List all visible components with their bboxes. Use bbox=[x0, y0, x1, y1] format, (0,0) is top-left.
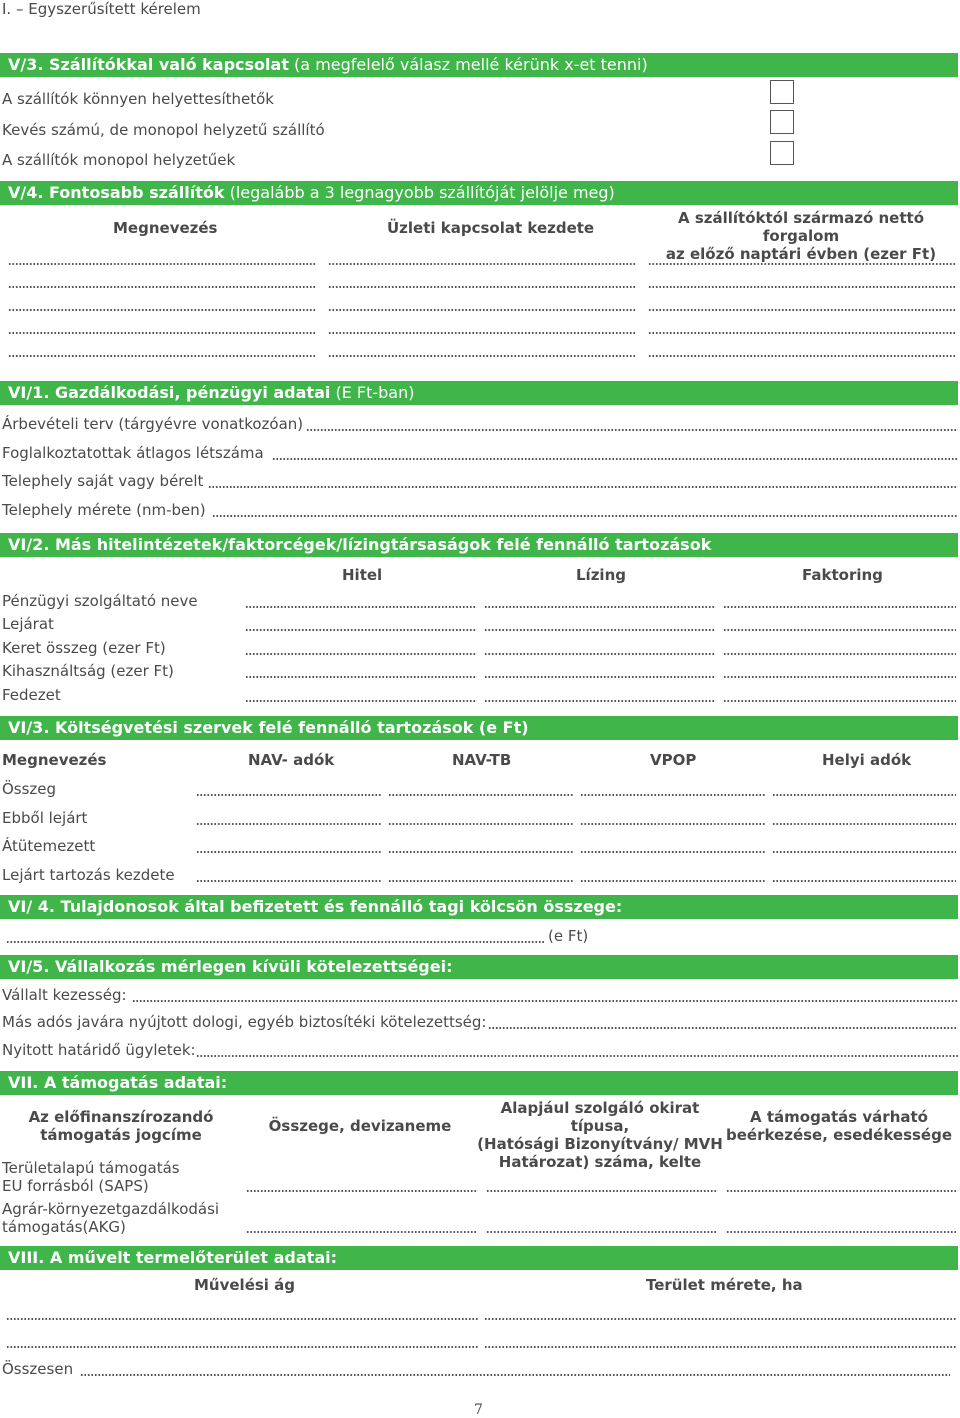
vii-col-document-line2: (Hatósági Bizonyítvány/ MVH bbox=[477, 1135, 723, 1153]
vii-col-expected-line1: A támogatás várható bbox=[750, 1108, 928, 1126]
vi3-row-rescheduled: Átütemezett bbox=[2, 837, 96, 855]
v3-checkbox-2[interactable] bbox=[770, 110, 794, 134]
vi3-col-vpop: VPOP bbox=[650, 751, 697, 769]
section-vi4-title-text: VI/ 4. Tulajdonosok által befizetett és fennálló tagi kölcsön összege: bbox=[8, 897, 623, 916]
v3-checkbox-3[interactable] bbox=[770, 141, 794, 165]
viii-fill-total[interactable] bbox=[80, 1374, 950, 1376]
vi5-row-collateral: Más adós javára nyújtott dologi, egyéb biztosítéki kötelezettség: bbox=[2, 1013, 487, 1031]
vi1-fill-revenue[interactable] bbox=[306, 429, 958, 431]
vi4-fill-amount[interactable] bbox=[6, 941, 544, 943]
vi5-fill-collateral[interactable] bbox=[488, 1027, 958, 1029]
section-viii-title-text: VIII. A művelt termelőterület adatai: bbox=[8, 1248, 337, 1267]
vi3-col-nav-tb: NAV-TB bbox=[452, 751, 512, 769]
section-v3-title-rest: (a megfelelő válasz mellé kérünk x-et tenni) bbox=[288, 55, 648, 74]
vi1-fill-site-own[interactable] bbox=[208, 486, 958, 488]
vi3-row-amount: Összeg bbox=[2, 780, 57, 798]
vi3-row-overdue-start: Lejárt tartozás kezdete bbox=[2, 866, 175, 884]
section-vi5-title-text: VI/5. Vállalkozás mérlegen kívüli kötelezettségei: bbox=[8, 957, 453, 976]
vi3-col-nav-tax: NAV- adók bbox=[248, 751, 335, 769]
vi2-col-leasing: Lízing bbox=[576, 566, 626, 584]
vi1-row-revenue: Árbevételi terv (tárgyévre vonatkozóan) bbox=[2, 415, 304, 433]
section-vi5-title bbox=[0, 955, 958, 979]
vii-col-expected bbox=[724, 1108, 954, 1144]
viii-total-label: Összesen bbox=[2, 1360, 74, 1378]
section-vi3-title bbox=[0, 716, 958, 740]
vi5-fill-guarantee[interactable] bbox=[132, 1000, 958, 1002]
v4-col-turnover-line1: A szállítóktól származó nettó forgalom bbox=[677, 209, 924, 245]
section-vi2-title bbox=[0, 533, 958, 557]
vi1-fill-site-size[interactable] bbox=[212, 515, 958, 517]
vi2-row-usage: Kihasználtság (ezer Ft) bbox=[2, 662, 174, 680]
section-v3-title-bold: V/3. Szállítókkal való kapcsolat bbox=[8, 55, 289, 74]
vi5-fill-forward[interactable] bbox=[196, 1055, 958, 1057]
vii-col-title-line1: Az előfinanszírozandó bbox=[28, 1108, 214, 1126]
vi4-unit: (e Ft) bbox=[548, 927, 589, 945]
vii-col-title-line2: támogatás jogcíme bbox=[40, 1126, 202, 1144]
section-v4-title bbox=[0, 181, 958, 205]
vi3-col-local-tax: Helyi adók bbox=[822, 751, 912, 769]
section-v3-title bbox=[0, 53, 958, 77]
section-vii-title-text: VII. A támogatás adatai: bbox=[8, 1073, 228, 1092]
vii-row-saps-line1: Területalapú támogatás bbox=[2, 1159, 180, 1177]
vi1-row-site-own: Telephely saját vagy bérelt bbox=[2, 472, 204, 490]
section-viii-title bbox=[0, 1246, 958, 1270]
vi2-row-collateral: Fedezet bbox=[2, 686, 61, 704]
vii-col-expected-line2: beérkezése, esedékessége bbox=[725, 1126, 953, 1144]
vii-col-title bbox=[8, 1108, 234, 1144]
v4-col-turnover bbox=[648, 209, 954, 263]
section-vi2-title-text: VI/2. Más hitelintézetek/faktorcégek/lízingtársaságok felé fennálló tartozások bbox=[8, 535, 712, 554]
v3-option-1: A szállítók könnyen helyettesíthetők bbox=[2, 90, 274, 108]
vi5-row-forward: Nyitott határidő ügyletek: bbox=[2, 1041, 196, 1059]
viii-col-area: Terület mérete, ha bbox=[646, 1276, 803, 1294]
section-vi4-title bbox=[0, 895, 958, 919]
viii-col-cultivation: Művelési ág bbox=[194, 1276, 296, 1294]
section-vi3-title-text: VI/3. Költségvetési szervek felé fennálló tartozások (e Ft) bbox=[8, 718, 529, 737]
vii-col-document bbox=[470, 1099, 730, 1171]
vi2-row-limit: Keret összeg (ezer Ft) bbox=[2, 639, 166, 657]
vii-col-document-line3: Határozat) száma, kelte bbox=[498, 1153, 702, 1171]
page-number: 7 bbox=[474, 1402, 483, 1418]
vi2-row-maturity: Lejárat bbox=[2, 615, 54, 633]
v4-col-turnover-line2: az előző naptári évben (ezer Ft) bbox=[665, 245, 937, 263]
vii-col-amount: Összege, devizaneme bbox=[268, 1117, 452, 1135]
v4-col-name: Megnevezés bbox=[113, 219, 218, 237]
section-vii-title bbox=[0, 1071, 958, 1095]
vi1-row-site-size: Telephely mérete (nm-ben) bbox=[2, 501, 206, 519]
section-vi1-title-bold: VI/1. Gazdálkodási, pénzügyi adatai bbox=[8, 383, 331, 402]
vii-row-akg-line1: Agrár-környezetgazdálkodási bbox=[2, 1200, 220, 1218]
vi1-fill-employees[interactable] bbox=[272, 458, 958, 460]
section-vi1-title bbox=[0, 381, 958, 405]
vii-row-saps-line2: EU forrásból (SAPS) bbox=[2, 1177, 149, 1195]
vi5-row-guarantee: Vállalt kezesség: bbox=[2, 986, 127, 1004]
v3-checkbox-1[interactable] bbox=[770, 80, 794, 104]
vi3-col-name: Megnevezés bbox=[2, 751, 107, 769]
vii-row-akg-line2: támogatás(AKG) bbox=[2, 1218, 126, 1236]
vi3-row-overdue: Ebből lejárt bbox=[2, 809, 88, 827]
vi2-col-credit: Hitel bbox=[342, 566, 383, 584]
section-v4-title-bold: V/4. Fontosabb szállítók bbox=[8, 183, 225, 202]
v3-option-3: A szállítók monopol helyzetűek bbox=[2, 151, 236, 169]
v3-option-2: Kevés számú, de monopol helyzetű szállító bbox=[2, 121, 325, 139]
vi2-row-provider: Pénzügyi szolgáltató neve bbox=[2, 592, 198, 610]
section-v4-title-rest: (legalább a 3 legnagyobb szállítóját jelölje meg) bbox=[224, 183, 615, 202]
vi2-col-factoring: Faktoring bbox=[802, 566, 883, 584]
section-vi1-title-rest: (E Ft-ban) bbox=[330, 383, 415, 402]
vii-col-document-line1: Alapjául szolgáló okirat típusa, bbox=[500, 1099, 700, 1135]
v4-col-start: Üzleti kapcsolat kezdete bbox=[387, 219, 595, 237]
vi1-row-employees: Foglalkoztatottak átlagos létszáma bbox=[2, 444, 264, 462]
document-header: I. – Egyszerűsített kérelem bbox=[2, 0, 201, 18]
